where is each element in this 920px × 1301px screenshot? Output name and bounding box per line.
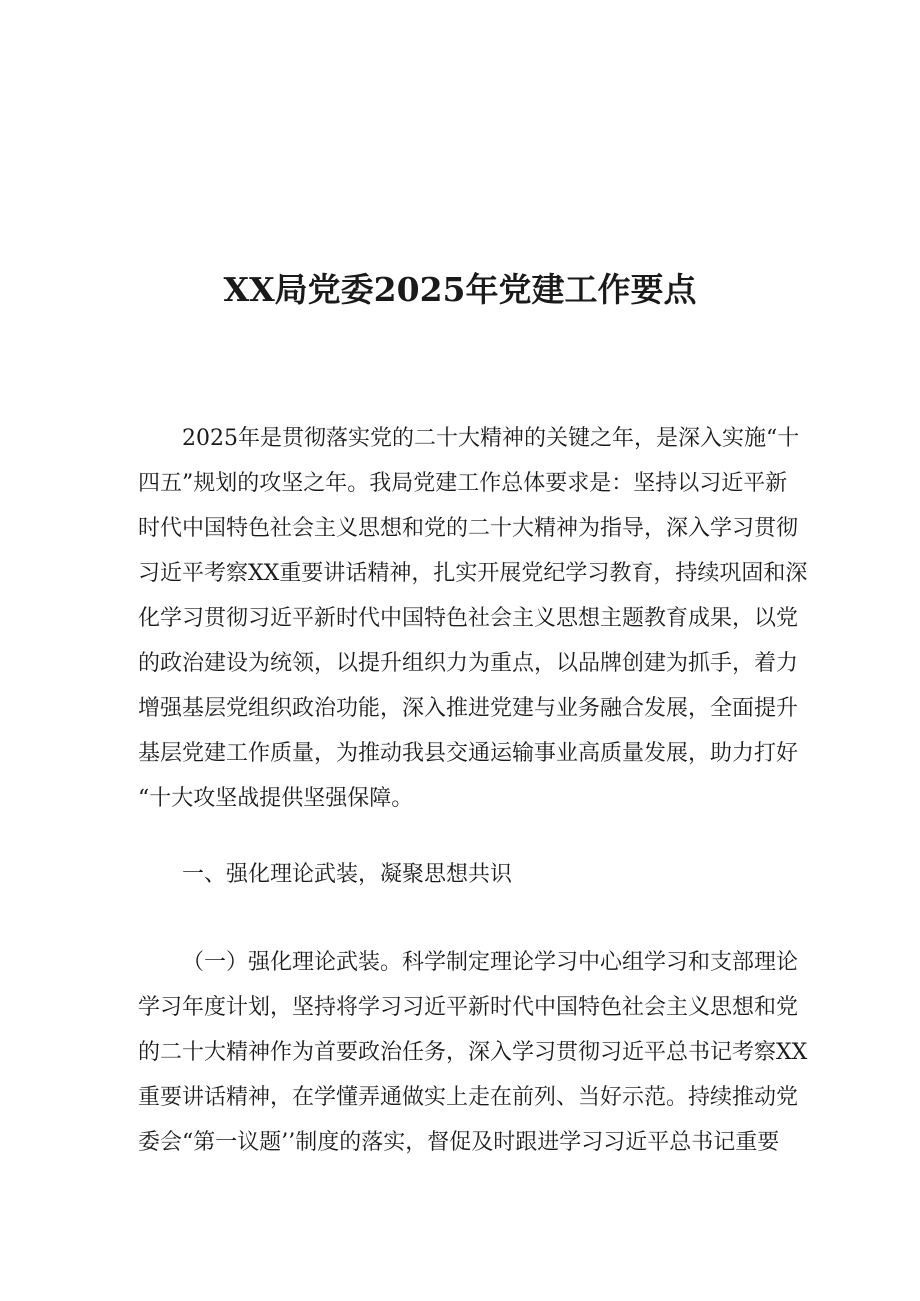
intro-line: “十大攻坚战提供坚强保障。 bbox=[138, 786, 414, 811]
document-title: XX局党委2025年党建工作要点 bbox=[223, 270, 697, 309]
intro-line: 基层党建工作质量，为推动我县交通运输事业高质量发展，助力打好 bbox=[138, 741, 799, 766]
intro-line: 增强基层党组织政治功能，深入推进党建与业务融合发展，全面提升 bbox=[138, 696, 799, 721]
intro-line: 时代中国特色社会主义思想和党的二十大精神为指导，深入学习贯彻 bbox=[138, 516, 799, 541]
section-line: 委会“第一议题’’制度的落实，督促及时跟进学习习近平总书记重要 bbox=[138, 1130, 780, 1155]
intro-line: 2025年是贯彻落实党的二十大精神的关键之年，是深入实施“十 bbox=[182, 426, 800, 451]
section-heading-text: 一、强化理论武装，凝聚思想共识 bbox=[182, 862, 513, 887]
section-line: 学习年度计划，坚持将学习习近平新时代中国特色社会主义思想和党 bbox=[138, 995, 799, 1020]
intro-line: 习近平考察XX重要讲话精神，扎实开展党纪学习教育，持续巩固和深 bbox=[138, 561, 808, 586]
intro-line: 的政治建设为统领，以提升组织力为重点，以品牌创建为抓手，着力 bbox=[138, 651, 799, 676]
section-line: 的二十大精神作为首要政治任务，深入学习贯彻习近平总书记考察XX bbox=[138, 1040, 808, 1065]
section-line: （一）强化理论武装。科学制定理论学习中心组学习和支部理论 bbox=[182, 950, 799, 975]
intro-line: 化学习贯彻习近平新时代中国特色社会主义思想主题教育成果，以党 bbox=[138, 606, 799, 631]
section-heading bbox=[138, 852, 794, 897]
intro-paragraph bbox=[138, 416, 808, 821]
intro-line: 四五”规划的攻坚之年。我局党建工作总体要求是：坚持以习近平新 bbox=[138, 471, 788, 496]
section-paragraph bbox=[138, 940, 808, 1165]
section-line: 重要讲话精神，在学懂弄通做实上走在前列、当好示范。持续推动党 bbox=[138, 1085, 799, 1110]
